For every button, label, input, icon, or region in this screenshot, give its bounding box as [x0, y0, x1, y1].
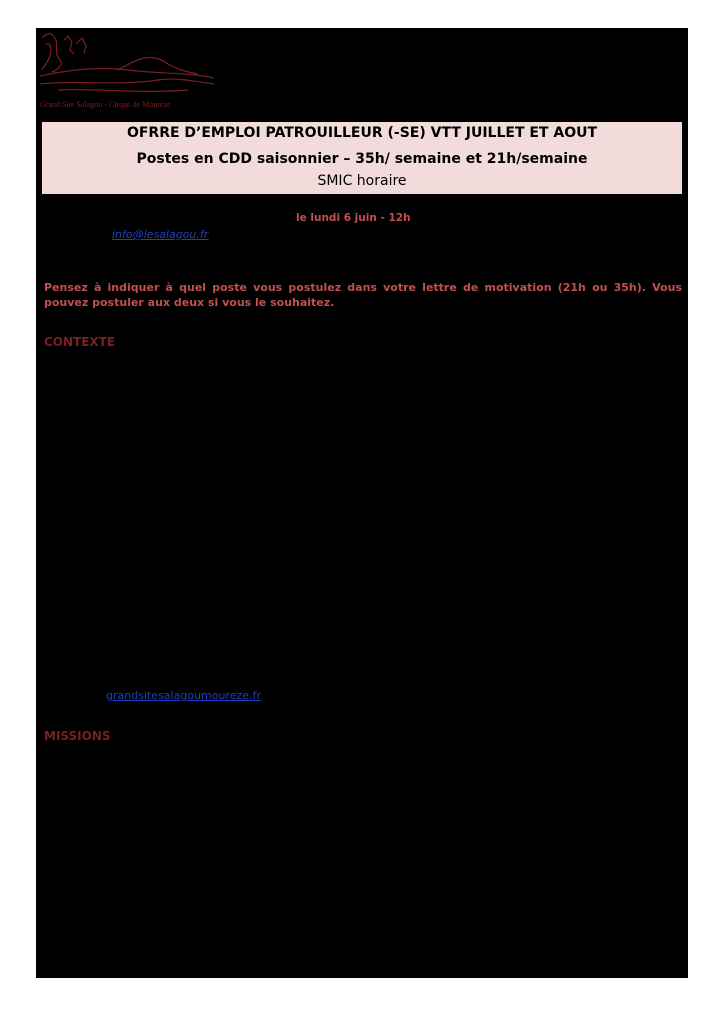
job-title: OFRRE D’EMPLOI PATROUILLEUR (-SE) VTT JUILLET ET AOUT — [126, 125, 598, 141]
contact-email-link[interactable]: info@lesalagou.fr — [112, 228, 209, 241]
contract-type: Postes en CDD saisonnier – 35h/ semaine et 21h/semaine — [136, 151, 588, 167]
salary-line: SMIC horaire — [317, 173, 407, 189]
mountain-logo-icon — [38, 30, 218, 100]
application-deadline: le lundi 6 juin - 12h — [296, 212, 411, 224]
job-title-box — [42, 122, 682, 194]
section-heading-missions: MISSIONS — [44, 729, 111, 743]
salagou-logo — [38, 30, 218, 110]
document-page — [36, 28, 688, 978]
logo-caption: Grand Site Salagou - Cirque de Mourèze — [40, 100, 171, 109]
application-note: Pensez à indiquer à quel poste vous postulez dans votre lettre de motivation (21h ou 35h). Vous pouvez postuler aux deux si vous le souhaitez. — [44, 281, 682, 309]
section-heading-contexte: CONTEXTE — [44, 335, 116, 349]
website-link[interactable]: grandsitesalagoumoureze.fr — [106, 689, 261, 702]
